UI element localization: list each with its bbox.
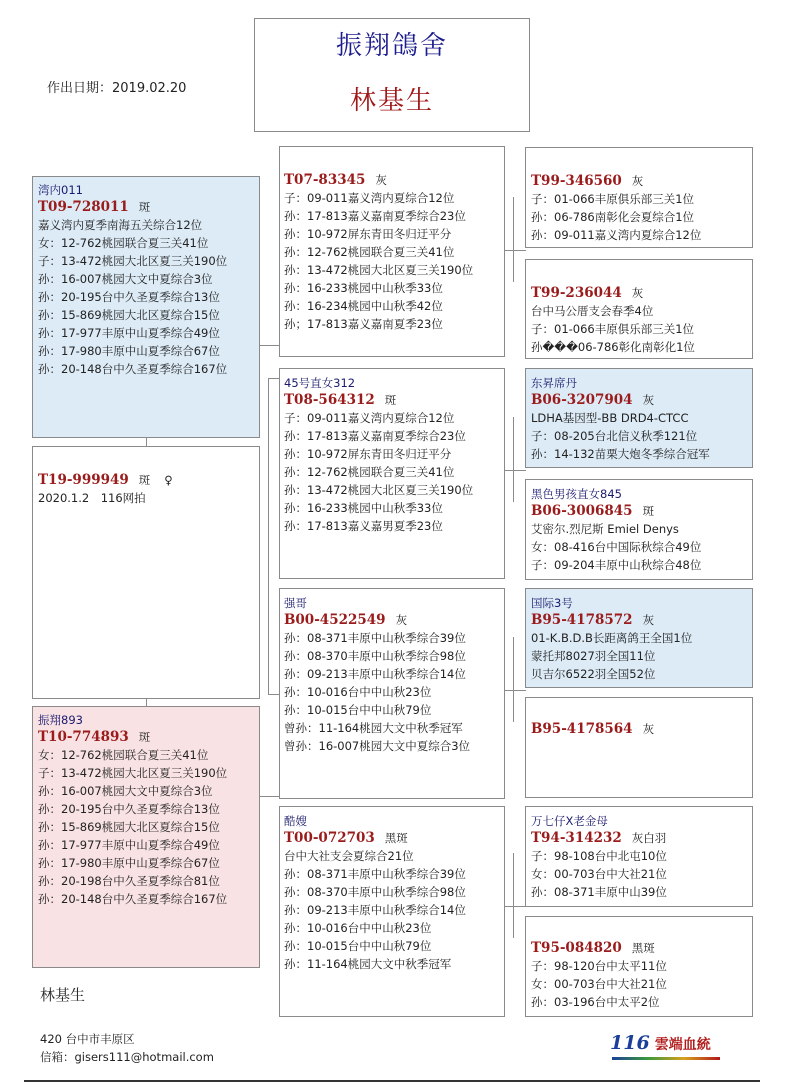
sire-line: 孙：15-869桃园大北区夏综合15位 [38, 308, 220, 322]
gg-name: 万七仔X老金母 [531, 814, 608, 828]
gg-ring: B06-3207904 [531, 392, 633, 408]
sire-line: 子：13-472桃园大北区夏三关190位 [38, 254, 228, 268]
footer-email: 信箱：gisers111@hotmail.com [40, 1050, 214, 1064]
gg-line: 艾密尔.烈尼斯 Emiel Denys [531, 522, 679, 536]
header-owner-box [254, 74, 530, 132]
gg-line: LDHA基因型-BB DRD4-CTCC [531, 411, 689, 425]
gg-color: 黑斑 [631, 941, 655, 955]
gg-line: 女：08-416台中国际秋综合49位 [531, 540, 702, 554]
dam-line: 孙：15-869桃园大北区夏综合15位 [38, 820, 220, 834]
logo-text: 雲端血統 [654, 1037, 711, 1053]
sire-line: 嘉义湾内夏季南海五关综合12位 [38, 218, 203, 232]
ss-line: 孙：12-762桃园联合夏三关41位 [284, 245, 455, 259]
gg-name: 国际3号 [531, 596, 573, 610]
connector [259, 796, 280, 797]
gg-color: 灰白羽 [631, 831, 667, 845]
sire-sire-card [279, 146, 505, 357]
gg-card-3 [525, 368, 753, 468]
gg-ring: T99-346560 [531, 173, 622, 189]
ss-ring: T07-83345 [284, 172, 366, 188]
sire-line: 孙：20-195台中久圣夏季综合13位 [38, 290, 220, 304]
gg-line: 女：00-703台中大社21位 [531, 977, 667, 991]
ds-name: 强哥 [284, 596, 307, 610]
ss-line: 孙；17-813嘉义嘉南夏季23位 [284, 317, 443, 331]
dam-line: 孙：17-980丰原中山夏季综合67位 [38, 856, 220, 870]
subject-ring: T19-999949 [38, 472, 129, 488]
gg-color: 灰 [642, 393, 655, 407]
date-label: 作出日期：2019.02.20 [47, 81, 187, 96]
ds-line: 孙：08-371丰原中山秋季综合39位 [284, 631, 466, 645]
gg-card-4 [525, 479, 753, 580]
dam-line: 孙：20-195台中久圣夏季综合13位 [38, 802, 220, 816]
gg-line: 子：01-066丰原俱乐部三关1位 [531, 192, 695, 206]
gg-ring: B06-3006845 [531, 503, 633, 519]
ss-line: 孙：16-233桃园中山秋季33位 [284, 281, 443, 295]
sire-line: 孙：17-980丰原中山夏季综合67位 [38, 344, 220, 358]
subject-card [32, 446, 260, 699]
dam-sire-card [279, 588, 505, 799]
sd-line: 子：09-011嘉义湾内夏综合12位 [284, 411, 455, 425]
dam-name: 振翔893 [38, 713, 83, 727]
dd-line: 孙：08-370丰原中山秋季综合98位 [284, 885, 466, 899]
ss-line: 孙：17-813嘉义嘉南夏季综合23位 [284, 209, 466, 223]
gg-line: 01-K.B.D.B长距离鸽王全国1位 [531, 631, 693, 645]
dd-line: 台中大社支会夏综合21位 [284, 849, 414, 863]
sire-name: 湾内011 [38, 183, 83, 197]
ss-line: 子：09-011嘉义湾内夏综合12位 [284, 191, 455, 205]
sd-line: 孙：10-972屏东青田冬归迂平分 [284, 447, 452, 461]
gg-line: 女：00-703台中大社21位 [531, 867, 667, 881]
connector [259, 345, 280, 346]
footer-owner: 林基生 [40, 986, 86, 1004]
sd-name: 45号直女312 [284, 376, 356, 390]
subject-note: 2020.1.2 116网拍 [38, 491, 146, 505]
sd-ring: T08-564312 [284, 392, 375, 408]
gg-line: 子：08-205台北信义秋季121位 [531, 429, 698, 443]
connector [504, 690, 526, 691]
gg-name: 黑色男孩直女845 [531, 487, 622, 501]
connector [268, 378, 269, 694]
gg-card-2 [525, 259, 753, 359]
dam-line: 子：13-472桃园大北区夏三关190位 [38, 766, 228, 780]
ds-line: 孙：09-213丰原中山秋季综合14位 [284, 667, 466, 681]
sire-ring: T09-728011 [38, 199, 129, 215]
sd-line: 孙：13-472桃园大北区夏三关190位 [284, 483, 474, 497]
gg-line: 孙：06-786南彰化会夏综合1位 [531, 210, 695, 224]
sd-line: 孙：17-813嘉义嘉南夏季综合23位 [284, 429, 466, 443]
connector [504, 470, 526, 471]
dam-line: 孙：20-198台中久圣夏季综合81位 [38, 874, 220, 888]
sd-line: 孙：16-233桃园中山秋季33位 [284, 501, 443, 515]
gg-color: 灰 [642, 613, 655, 627]
connector [513, 417, 514, 502]
dam-line: 孙：17-977丰原中山夏季综合49位 [38, 838, 220, 852]
gg-line: 孙：09-011嘉义湾内夏综合12位 [531, 228, 702, 242]
dd-line: 孙：08-371丰原中山秋季综合39位 [284, 867, 466, 881]
dd-color: 黑斑 [384, 831, 408, 845]
sire-line: 女：12-762桃园联合夏三关41位 [38, 236, 209, 250]
dam-line: 女：12-762桃园联合夏三关41位 [38, 748, 209, 762]
dam-line: 孙：20-148台中久圣夏季综合167位 [38, 892, 228, 906]
gg-color: 灰 [631, 286, 644, 300]
ss-color: 灰 [375, 173, 387, 187]
ds-line: 孙：10-015台中中山秋79位 [284, 703, 432, 717]
gg-ring: B95-4178564 [531, 721, 633, 737]
dam-line: 孙：16-007桃园大文中夏综合3位 [38, 784, 213, 798]
gg-color: 斑 [642, 504, 655, 518]
sire-line: 孙：16-007桃园大文中夏综合3位 [38, 272, 213, 286]
gg-card-5 [525, 588, 753, 688]
footer-address: 420 台中市丰原区 [40, 1032, 135, 1046]
gg-line: 子：98-108台中北屯10位 [531, 849, 667, 863]
sd-color: 斑 [384, 393, 397, 407]
gg-line: 子：01-066丰原俱乐部三关1位 [531, 322, 695, 336]
dd-name: 酷嫂 [284, 814, 307, 828]
ds-ring: B00-4522549 [284, 612, 386, 628]
dam-ring: T10-774893 [38, 729, 129, 745]
gg-ring: T95-084820 [531, 940, 622, 956]
gg-line: 孙：03-196台中太平2位 [531, 995, 660, 1009]
sire-dam-card [279, 368, 505, 579]
ss-line: 孙：16-234桃园中山秋季42位 [284, 299, 443, 313]
gg-card-1 [525, 147, 753, 248]
ds-line: 曾孙：11-164桃园大文中秋季冠军 [284, 721, 463, 735]
sd-line: 孙：17-813嘉义嘉男夏季23位 [284, 519, 443, 533]
sd-line: 孙：12-762桃园联合夏三关41位 [284, 465, 455, 479]
brand-logo [610, 1032, 722, 1056]
connector [513, 853, 514, 938]
ss-line: 孙：10-972屏东青田冬归迂平分 [284, 227, 452, 241]
gg-line: 孙：14-132苗栗大炮冬季综合冠军 [531, 447, 710, 461]
gg-ring: B95-4178572 [531, 612, 633, 628]
gg-line: 子：98-120台中太平11位 [531, 959, 667, 973]
ds-line: 孙：08-370丰原中山秋季综合98位 [284, 649, 466, 663]
logo-underline [612, 1057, 720, 1060]
connector [504, 250, 526, 251]
loft-name: 振翔鴿舍 [335, 31, 448, 61]
dd-ring: T00-072703 [284, 830, 375, 846]
sire-line: 孙：17-977丰原中山夏季综合49位 [38, 326, 220, 340]
gg-card-7 [525, 806, 753, 907]
connector [504, 906, 526, 907]
bottom-rule [24, 1080, 760, 1082]
gg-color: 灰 [631, 174, 644, 188]
gg-card-8 [525, 916, 753, 1017]
gg-name: 东昇席丹 [531, 376, 577, 390]
gg-ring: T94-314232 [531, 830, 622, 846]
gg-line: 孙���06-786彰化南彰化1位 [531, 340, 695, 354]
ds-line: 孙：10-016台中中山秋23位 [284, 685, 432, 699]
dd-line: 孙：10-016台中中山秋23位 [284, 921, 432, 935]
gg-line: 台中马公厝支会春季4位 [531, 304, 654, 318]
connector [513, 637, 514, 722]
dam-color: 斑 [138, 730, 151, 744]
gg-ring: T99-236044 [531, 285, 622, 301]
connector [513, 197, 514, 282]
gg-line: 贝吉尔6522羽全国52位 [531, 667, 656, 681]
dam-dam-card [279, 806, 505, 1017]
sire-color: 斑 [138, 200, 151, 214]
dd-line: 孙：09-213丰原中山秋季综合14位 [284, 903, 466, 917]
owner-name: 林基生 [349, 86, 434, 116]
gg-line: 子：09-204丰原中山秋综合48位 [531, 558, 702, 572]
dam-card [32, 706, 260, 968]
sire-card [32, 176, 260, 438]
ss-line: 孙：13-472桃园大北区夏三关190位 [284, 263, 474, 277]
female-symbol-icon: ♀ [164, 473, 173, 487]
gg-line: 孙：08-371丰原中山39位 [531, 885, 667, 899]
dd-line: 孙：11-164桃园大文中秋季冠军 [284, 957, 452, 971]
logo-number: 116 [610, 1032, 650, 1054]
gg-line: 蒙托邦8027羽全国11位 [531, 649, 656, 663]
sire-line: 孙：20-148台中久圣夏季综合167位 [38, 362, 228, 376]
gg-color: 灰 [642, 722, 655, 736]
subject-color: 斑 [138, 473, 151, 487]
dd-line: 孙：10-015台中中山秋79位 [284, 939, 432, 953]
header-loft-box [254, 18, 530, 75]
ds-color: 灰 [395, 613, 408, 627]
ds-line: 曾孙：16-007桃园大文中夏综合3位 [284, 739, 471, 753]
gg-card-6 [525, 697, 753, 798]
